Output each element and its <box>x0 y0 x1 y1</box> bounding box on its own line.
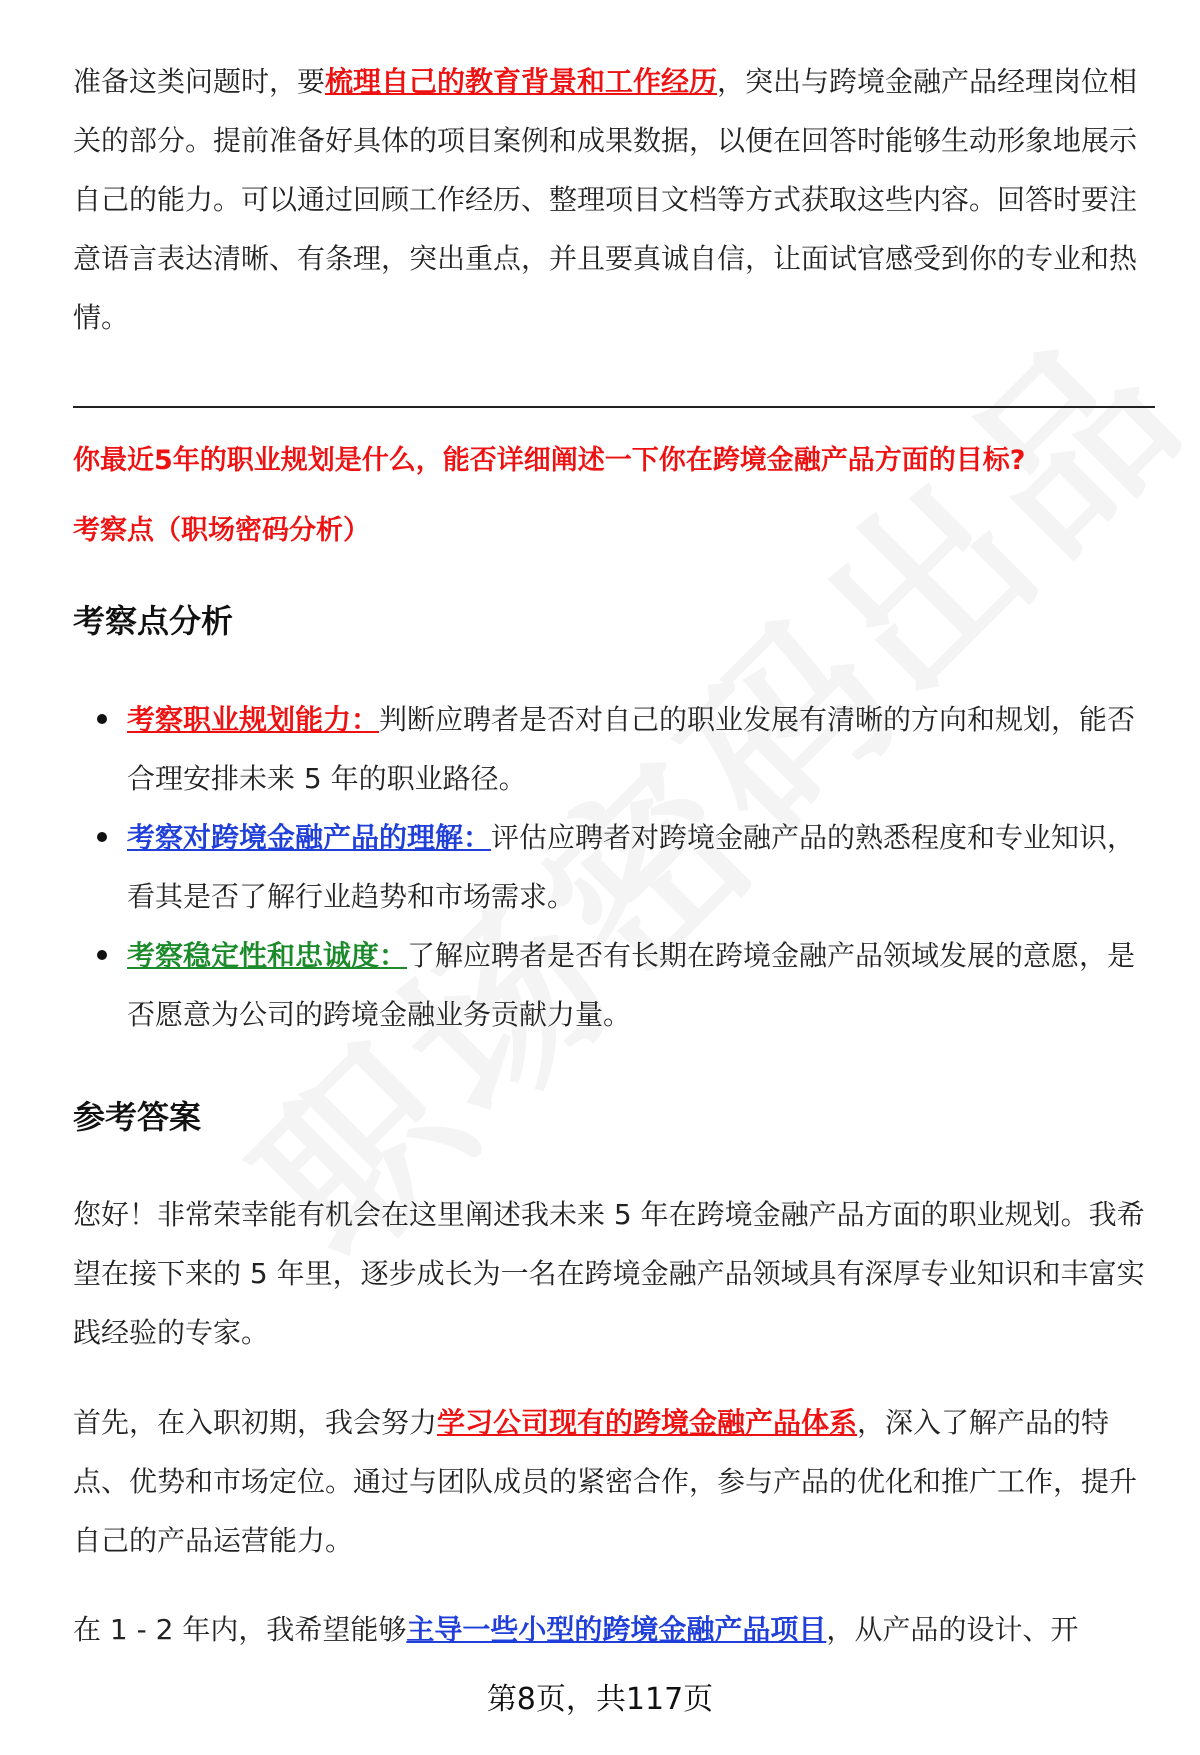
kaochadian-title: 考察点（职场密码分析） <box>73 515 370 546</box>
answer-p3-post: ，从产品的设计、开 <box>826 1613 1079 1646</box>
analysis-item-label: 考察稳定性和忠诚度： <box>127 939 408 972</box>
analysis-item-label: 考察对跨境金融产品的理解： <box>127 821 492 854</box>
analysis-item-text: 判断应聘者是否对自己的职业发展有清晰的方向和规划，能否合理安排未来 5 年的职业路径。 <box>127 703 1136 795</box>
analysis-item-text: 评估应聘者对跨境金融产品的熟悉程度和专业知识，看其是否了解行业趋势和市场需求。 <box>127 821 1136 913</box>
analysis-item <box>95 926 1155 1044</box>
answer-paragraph-3 <box>73 1600 1158 1659</box>
intro-text-post: ，突出与跨境金融产品经理岗位相关的部分。提前准备好具体的项目案例和成果数据，以便在回答时能够生动形象地展示自己的能力。可以通过回顾工作经历、整理项目文档等方式获取这些内容。回答时要注意语言表达清晰、有条理，突出重点，并且要真诚自信，让面试官感受到你的专业和热情。 <box>73 65 1138 334</box>
bullet-dot-icon <box>97 950 107 960</box>
section-divider <box>73 406 1155 408</box>
intro-text-pre: 准备这类问题时，要 <box>73 65 326 98</box>
page-number: 第8页，共117页 <box>486 1682 714 1717</box>
answer-paragraph-1: 您好！非常荣幸能有机会在这里阐述我未来 5 年在跨境金融产品方面的职业规划。我希望在接下来的 5 年里，逐步成长为一名在跨境金融产品领域具有深厚专业知识和丰富实践经验的专家。 <box>73 1198 1145 1349</box>
intro-highlight: 梳理自己的教育背景和工作经历 <box>325 65 718 98</box>
analysis-heading: 考察点分析 <box>73 602 234 640</box>
answer-p2-post: ，深入了解产品的特点、优势和市场定位。通过与团队成员的紧密合作，参与产品的优化和推广工作，提升自己的产品运营能力。 <box>73 1406 1138 1557</box>
answer-heading: 参考答案 <box>73 1098 202 1136</box>
analysis-item <box>95 808 1155 926</box>
answer-p3-highlight: 主导一些小型的跨境金融产品项目 <box>406 1613 827 1646</box>
analysis-item-text: 了解应聘者是否有长期在跨境金融产品领域发展的意愿，是否愿意为公司的跨境金融业务贡献力量。 <box>127 939 1136 1031</box>
analysis-list <box>95 690 1155 1044</box>
answer-p3-pre: 在 1 - 2 年内，我希望能够 <box>73 1613 407 1646</box>
answer-paragraph-2 <box>73 1393 1158 1570</box>
analysis-item-label: 考察职业规划能力： <box>127 703 380 736</box>
analysis-item <box>95 690 1155 808</box>
answer-p2-pre: 首先，在入职初期，我会努力 <box>73 1406 438 1439</box>
bullet-dot-icon <box>97 832 107 842</box>
interview-question: 你最近5年的职业规划是什么，能否详细阐述一下你在跨境金融产品方面的目标? <box>73 445 1026 476</box>
answer-p2-highlight: 学习公司现有的跨境金融产品体系 <box>437 1406 858 1439</box>
bullet-dot-icon <box>97 714 107 724</box>
intro-paragraph <box>73 52 1158 347</box>
